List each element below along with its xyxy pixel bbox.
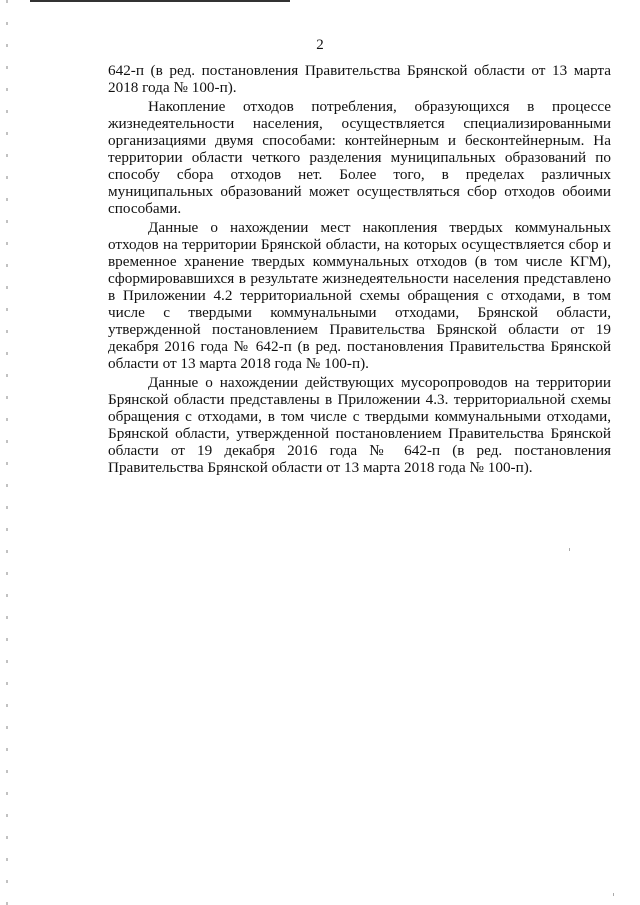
page-number: 2 bbox=[316, 37, 324, 53]
scan-speck bbox=[569, 548, 570, 551]
scan-top-line bbox=[30, 0, 290, 2]
document-body bbox=[108, 62, 611, 478]
paragraph-accumulation-sites: Данные о нахождении мест накопления твердых коммунальных отходов на территории Брянской области, на которых осуществляется сбор и временное хранение твердых коммунальных отходов (в том числе КГМ), сформировавшихся в результате жизнедеятельности населения представлено в Приложении 4.2 территориальной схемы обращения с отходами, в том числе с твердыми коммунальными отходами, Брянской области, утвержденной постановлением Правительства Брянской области от 19 декабря 2016 года № 642-п (в ред. постановления Правительства Брянской области от 13 марта 2018 года № 100-п). bbox=[108, 219, 611, 372]
scan-speck bbox=[613, 893, 614, 896]
paragraph-waste-accumulation: Накопление отходов потребления, образующихся в процессе жизнедеятельности населения, осуществляется специализированными организациями двумя способами: контейнерным и бесконтейнерным. На территории области четкого разделения муниципальных образований по способу сбора отходов нет. Более того, в пределах различных муниципальных образований может осуществляться сбор отходов обоими способами. bbox=[108, 98, 611, 217]
paragraph-garbage-chutes: Данные о нахождении действующих мусоропроводов на территории Брянской области представлены в Приложении 4.3. территориальной схемы обращения с отходами, в том числе с твердыми коммунальными отходами, Брянской области, утвержденной постановлением Правительства Брянской области от 19 декабря 2016 года № 642-п (в ред. постановления Правительства Брянской области от 13 марта 2018 года № 100-п). bbox=[108, 374, 611, 476]
binding-edge bbox=[6, 0, 8, 905]
paragraph-continuation: 642-п (в ред. постановления Правительства Брянской области от 13 марта 2018 года № 100-п). bbox=[108, 62, 611, 96]
